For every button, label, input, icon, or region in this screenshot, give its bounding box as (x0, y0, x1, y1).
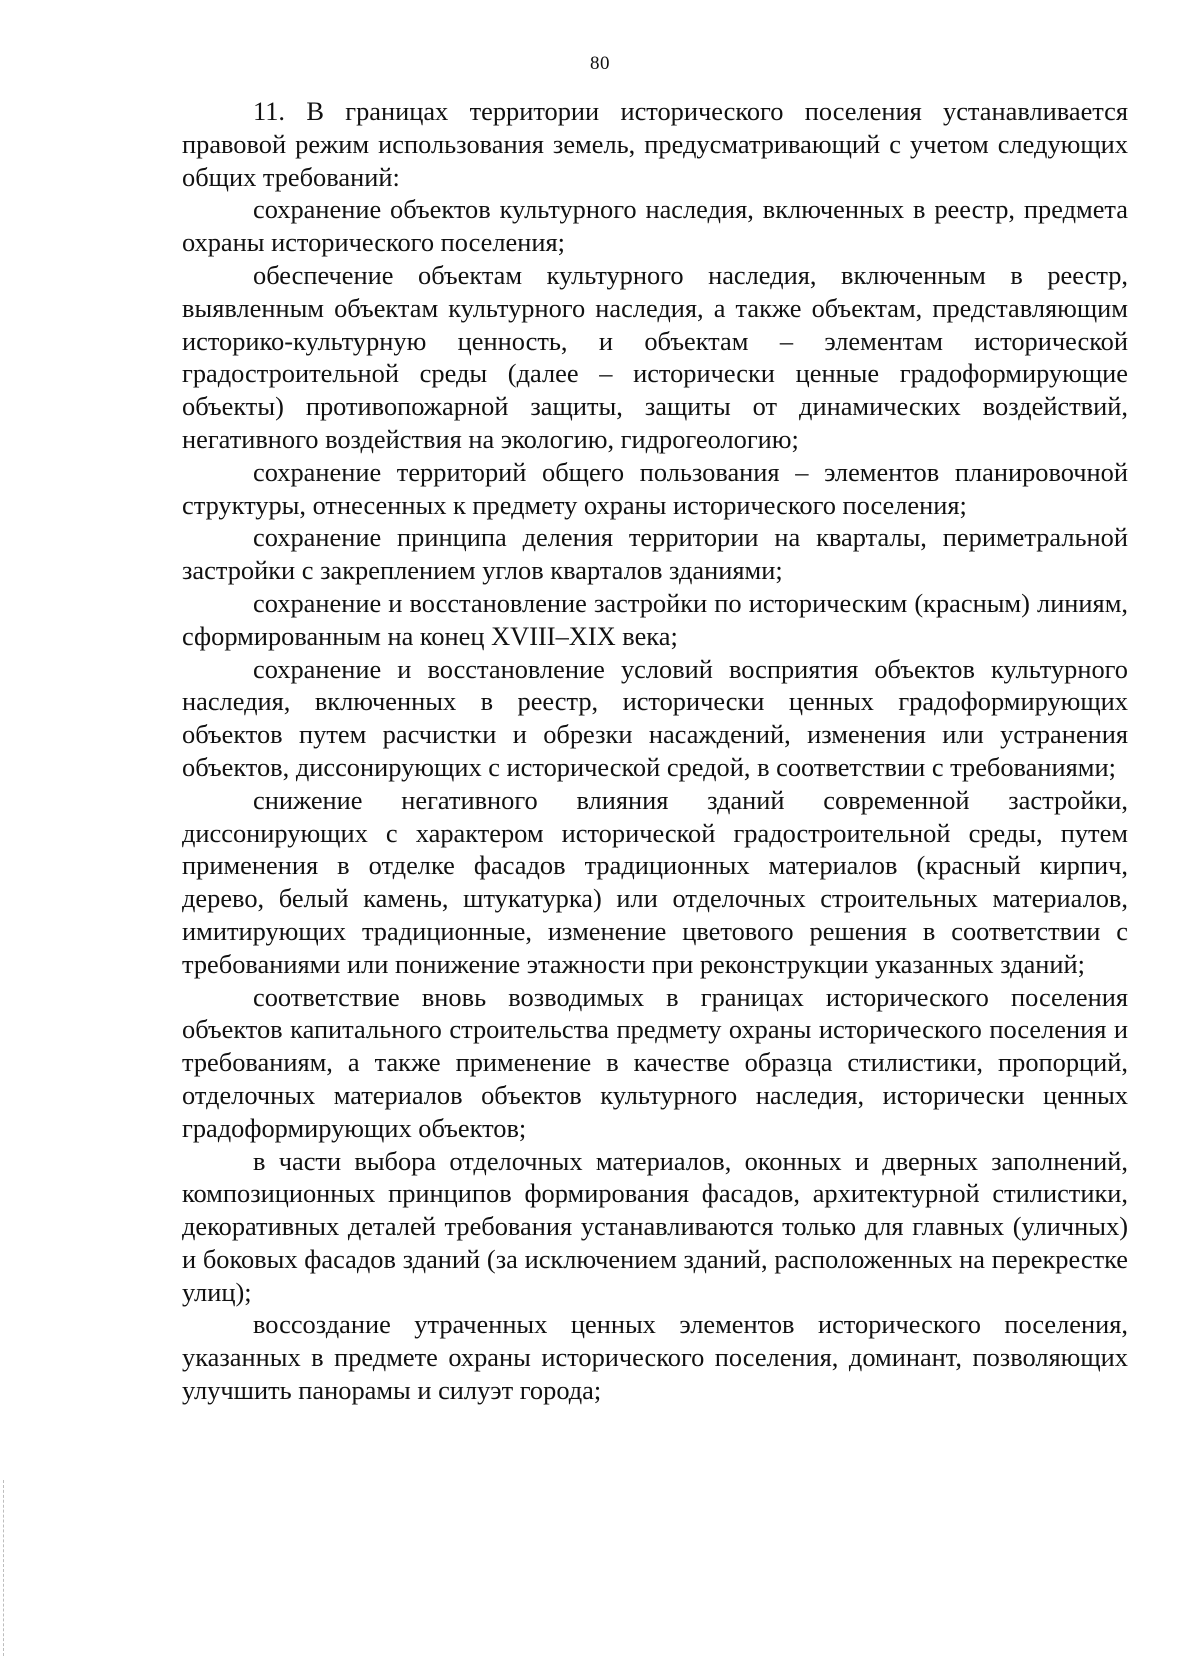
page-number: 80 (590, 53, 610, 74)
paragraph-lost-elements: воссоздание утраченных ценных элементов исторического поселения, указанных в предмете охраны исторического поселения, доминант, позволяющих улучшить панорамы и силуэт города; (182, 1309, 1128, 1406)
paragraph-new-construction: соответствие вновь возводимых в границах исторического поселения объектов капитального строительства предмету охраны исторического поселения и требованиям, а также применение в качестве образца стилистики, пропорций, отделочных материалов объектов культурного наследия, исторически ценных градоформирующих объектов; (182, 981, 1128, 1143)
document-body (182, 95, 1128, 1407)
paragraph-red-lines: сохранение и восстановление застройки по историческим (красным) линиям, сформированным на конец XVIII–XIX века; (182, 587, 1128, 651)
scan-edge-line (3, 1480, 4, 1656)
paragraph-item-11-intro: 11. В границах территории исторического поселения устанавливается правовой режим использования земель, предусматривающий с учетом следующих общих требований: (182, 96, 1128, 192)
paragraph-fire-protection: обеспечение объектам культурного наследия, включенным в реестр, выявленным объектам культурного наследия, а также объектам, представляющим историко-культурную ценность, и объектам – элементам исторической градостроительной среды (далее – исторически ценные градоформирующие объекты) противопожарной защиты, защиты от динамических воздействий, негативного воздействия на экологию, гидрогеологию; (182, 259, 1128, 454)
paragraph-public-territories: сохранение территорий общего пользования – элементов планировочной структуры, отнесенных к предмету охраны исторического поселения; (182, 456, 1128, 520)
paragraph-preservation-heritage: сохранение объектов культурного наследия, включенных в реестр, предмета охраны исторического поселения; (182, 194, 1128, 258)
paragraph-modern-buildings: снижение негативного влияния зданий современной застройки, диссонирующих с характером исторической градостроительной среды, путем применения в отделке фасадов традиционных материалов (красный кирпич, дерево, белый камень, штукатурка) или отделочных строительных материалов, имитирующих традиционные, изменение цветового решения в соответствии с требованиями или понижение этажности при реконструкции указанных зданий; (182, 784, 1128, 979)
paragraph-facade-requirements: в части выбора отделочных материалов, оконных и дверных заполнений, композиционных принципов формирования фасадов, архитектурной стилистики, декоративных деталей требования устанавливаются только для главных (уличных) и боковых фасадов зданий (за исключением зданий, расположенных на перекрестке улиц); (182, 1145, 1128, 1307)
paragraph-perception-conditions: сохранение и восстановление условий восприятия объектов культурного наследия, включенных в реестр, исторически ценных градоформирующих объектов путем расчистки и обрезки насаждений, изменения или устранения объектов, диссонирующих с исторической средой, в соответствии с требованиями; (182, 653, 1128, 782)
paragraph-block-division: сохранение принципа деления территории на кварталы, периметральной застройки с закреплением углов кварталов зданиями; (182, 522, 1128, 586)
